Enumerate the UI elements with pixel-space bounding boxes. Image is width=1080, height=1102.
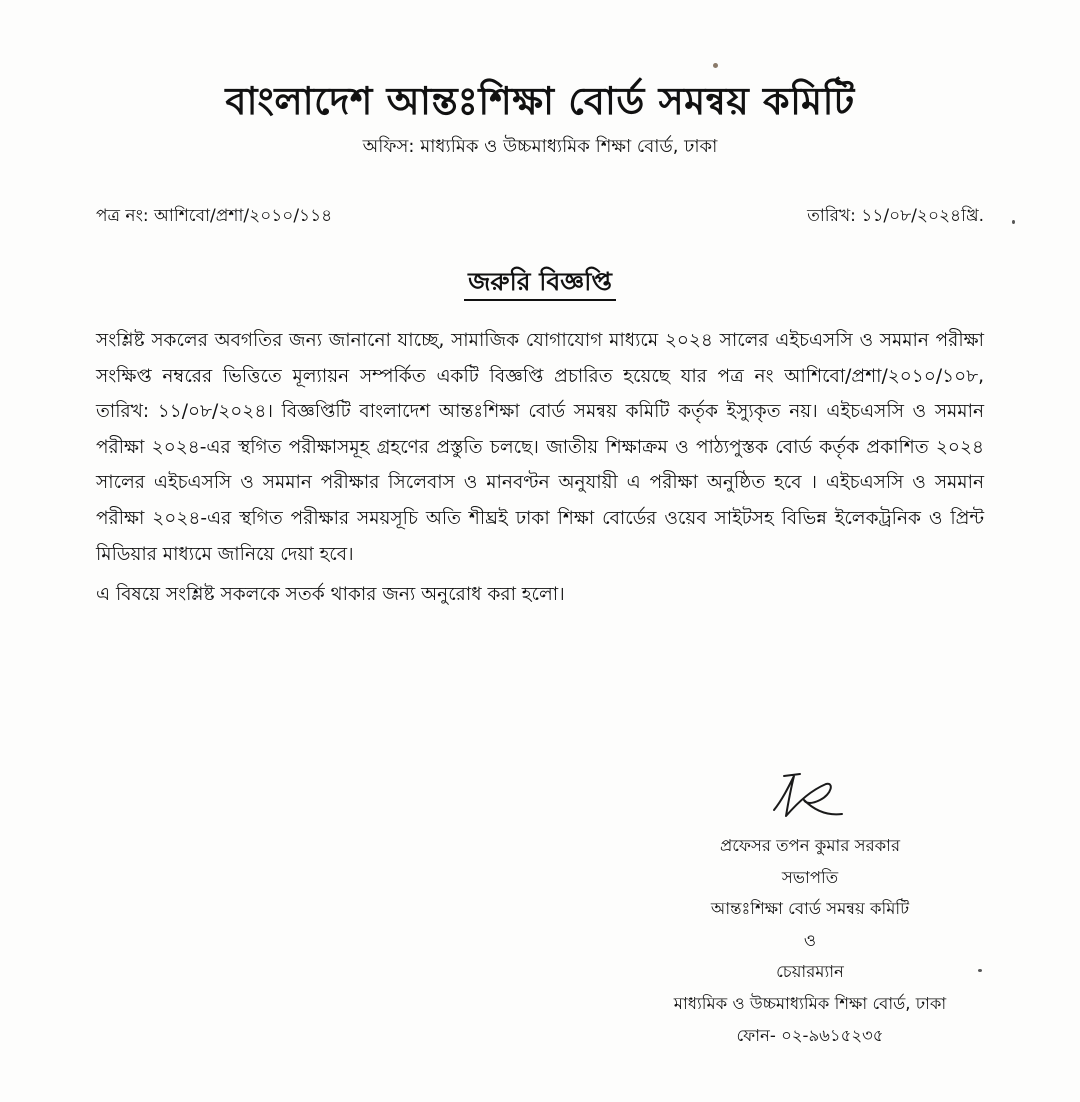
reference-number: পত্র নং: আশিবো/প্রশা/২০১০/১১৪ [96, 206, 333, 226]
paper-speck [713, 63, 718, 68]
signatory-phone: ফোন- ০২-৯৬১৫২৩৫ [736, 1025, 884, 1045]
signatory-role: চেয়ারম্যান [776, 962, 844, 982]
notice-title [0, 262, 1080, 305]
notice-closing: এ বিষয়ে সংশ্লিষ্ট সকলকে সতর্ক থাকার জন্য অনুরোধ করা হলো। [96, 584, 565, 605]
paper-speck [1012, 220, 1015, 224]
document-heading: বাংলাদেশ আন্তঃশিক্ষা বোর্ড সমন্বয় কমিটি [225, 78, 855, 123]
notice-body: সংশ্লিষ্ট সকলের অবগতির জন্য জানানো যাচ্ছে, সামাজিক যোগাযোগ মাধ্যমে ২০২৪ সালের এইচএসসি ও সমমান পরীক্ষা সংক্ষিপ্ত নম্বরের ভিত্তিতে মূল্যায়ন সম্পর্কিত একটি বিজ্ঞপ্তি প্রচারিত হয়েছে যার পত্র নং আশিবো/প্রশা/২০১০/১০৮, তারিখ: ১১/০৮/২০২৪। বিজ্ঞপ্তিটি বাংলাদেশ আন্তঃশিক্ষা বোর্ড সমন্বয় কমিটি কর্তৃক ইস্যুকৃত নয়। এইচএসসি ও সমমান পরীক্ষা ২০২৪-এর স্থগিত পরীক্ষাসমূহ গ্রহণের প্রস্তুতি চলছে। জাতীয় শিক্ষাক্রম ও পাঠ্যপুস্তক বোর্ড কর্তৃক প্রকাশিত ২০২৪ সালের এইচএসসি ও সমমান পরীক্ষার সিলেবাস ও মানবণ্টন অনুযায়ী এ পরীক্ষা অনুষ্ঠিত হবে । এইচএসসি ও সমমান পরীক্ষা ২০২৪-এর স্থগিত পরীক্ষার সময়সূচি অতি শীঘ্রই ঢাকা শিক্ষা বোর্ডের ওয়েব সাইটসহ বিভিন্ন ইলেকট্রনিক ও প্রিন্ট মিডিয়ার মাধ্যমে জানিয়ে দেয়া হবে। [96, 330, 984, 565]
signature-mark [760, 770, 850, 822]
signatory-committee: আন্তঃশিক্ষা বোর্ড সমন্বয় কমিটি [710, 899, 910, 919]
signatory-conjunction: ও [803, 930, 817, 950]
notice-title-text: জরুরি বিজ্ঞপ্তি [464, 267, 616, 301]
issue-date: তারিখ: ১১/০৮/২০২৪খ্রি. [807, 206, 984, 226]
signatory-details [600, 830, 1020, 1051]
paper-speck [978, 969, 982, 972]
signatory-board: মাধ্যমিক ও উচ্চমাধ্যমিক শিক্ষা বোর্ড, ঢাকা [673, 993, 947, 1013]
office-line: অফিস: মাধ্যমিক ও উচ্চমাধ্যমিক শিক্ষা বোর্ড, ঢাকা [362, 136, 718, 157]
signatory-name: প্রফেসর তপন কুমার সরকার [719, 836, 901, 855]
signatory-position: সভাপতি [781, 867, 839, 887]
